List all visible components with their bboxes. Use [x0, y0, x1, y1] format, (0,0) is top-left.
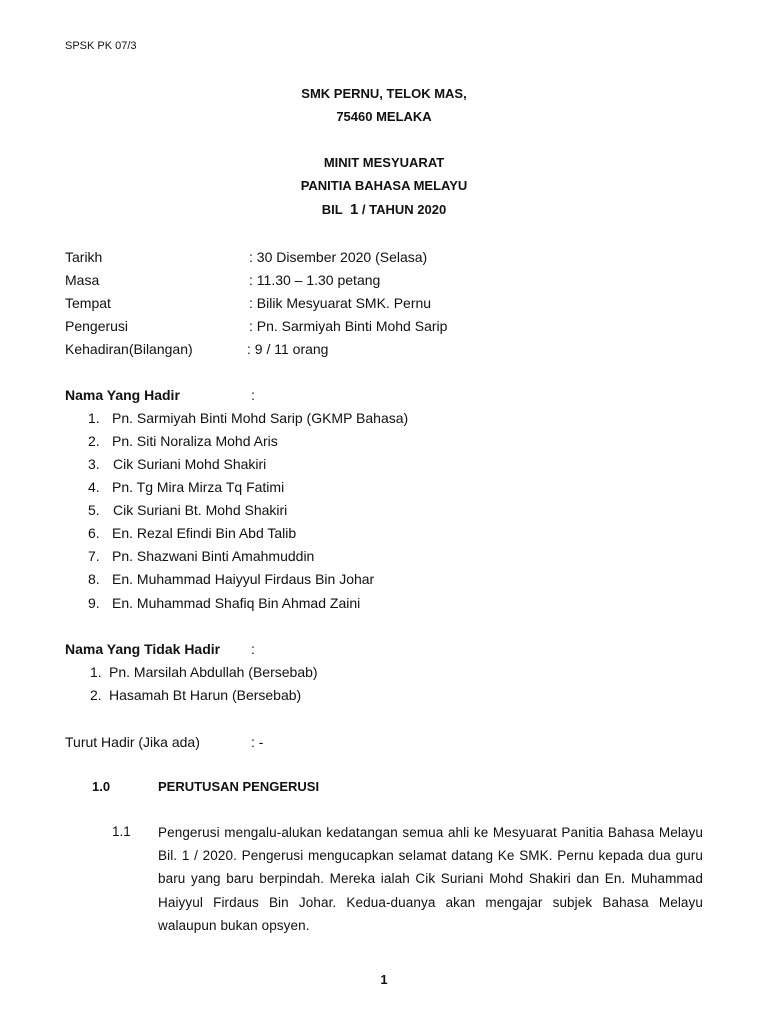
info-value-chair: : Pn. Sarmiyah Binti Mohd Sarip [249, 318, 448, 334]
also-attending-label: Turut Hadir (Jika ada) [65, 734, 200, 750]
list-item: En. Muhammad Shafiq Bin Ahmad Zaini [112, 595, 361, 611]
info-label-venue: Tempat [65, 295, 111, 311]
bil-year: / TAHUN 2020 [361, 202, 447, 217]
list-item-number: 7. [88, 548, 100, 564]
list-item-number: 5. [88, 502, 100, 518]
info-label-time: Masa [65, 272, 100, 288]
list-item: Pn. Tg Mira Mirza Tq Fatimi [112, 479, 285, 495]
list-item-number: 4. [88, 479, 100, 495]
list-item-number: 1. [90, 664, 102, 680]
list-item-number: 1. [88, 410, 100, 426]
school-address: 75460 MELAKA [336, 109, 432, 124]
list-item: Cik Suriani Mohd Shakiri [113, 456, 267, 472]
list-item: En. Muhammad Haiyyul Firdaus Bin Johar [112, 571, 375, 587]
list-item-number: 9. [88, 595, 100, 611]
info-label-attendance: Kehadiran(Bilangan) [65, 341, 193, 357]
section-number: 1.0 [92, 779, 111, 794]
present-colon: : [251, 387, 255, 403]
list-item: Hasamah Bt Harun (Bersebab) [109, 687, 302, 703]
bil-number: 1 [349, 201, 359, 218]
list-item: Pn. Siti Noraliza Mohd Aris [112, 433, 278, 449]
list-item: En. Rezal Efindi Bin Abd Talib [112, 525, 297, 541]
info-label-date: Tarikh [65, 249, 103, 265]
info-value-attendance: : 9 / 11 orang [247, 341, 329, 357]
list-item: Pn. Sarmiyah Binti Mohd Sarip (GKMP Bahasa) [112, 410, 409, 426]
absent-heading: Nama Yang Tidak Hadir [65, 641, 221, 657]
school-name: SMK PERNU, TELOK MAS, [301, 86, 467, 101]
list-item-number: 6. [88, 525, 100, 541]
page-number: 1 [380, 972, 388, 987]
meeting-number [0, 201, 768, 218]
info-label-chair: Pengerusi [65, 318, 129, 334]
section-title: PERUTUSAN PENGERUSI [158, 779, 320, 794]
list-item-number: 3. [88, 456, 100, 472]
info-value-date: : 30 Disember 2020 (Selasa) [249, 249, 428, 265]
absent-colon: : [251, 641, 255, 657]
document-title: MINIT MESYUARAT [323, 155, 445, 170]
list-item: Pn. Marsilah Abdullah (Bersebab) [109, 664, 318, 680]
list-item-number: 2. [90, 687, 102, 703]
info-value-time: : 11.30 – 1.30 petang [249, 272, 381, 288]
info-value-venue: : Bilik Mesyuarat SMK. Pernu [249, 295, 432, 311]
list-item: Pn. Shazwani Binti Amahmuddin [112, 548, 315, 564]
also-attending-value: : - [251, 734, 264, 750]
present-heading: Nama Yang Hadir [65, 387, 180, 403]
subsection-paragraph: Pengerusi mengalu-alukan kedatangan semua ahli ke Mesyuarat Panitia Bahasa Melayu Bil. 1 / 2020. Pengerusi mengucapkan selamat datang Ke SMK. Pernu kepada dua guru baru yang baru berpindah. Mereka ialah Cik Suriani Mohd Shakiri dan En. Muhammad Haiyyul Firdaus Bin Johar. Kedua-duanya akan mengajar subjek Bahasa Melayu walaupun bukan opsyen. [158, 825, 703, 933]
subsection-number: 1.1 [112, 824, 131, 839]
list-item: Cik Suriani Bt. Mohd Shakiri [113, 502, 288, 518]
committee-name: PANITIA BAHASA MELAYU [300, 178, 468, 193]
bil-prefix: BIL [321, 202, 343, 217]
document-code: SPSK PK 07/3 [65, 40, 137, 52]
list-item-number: 8. [88, 571, 100, 587]
list-item-number: 2. [88, 433, 100, 449]
